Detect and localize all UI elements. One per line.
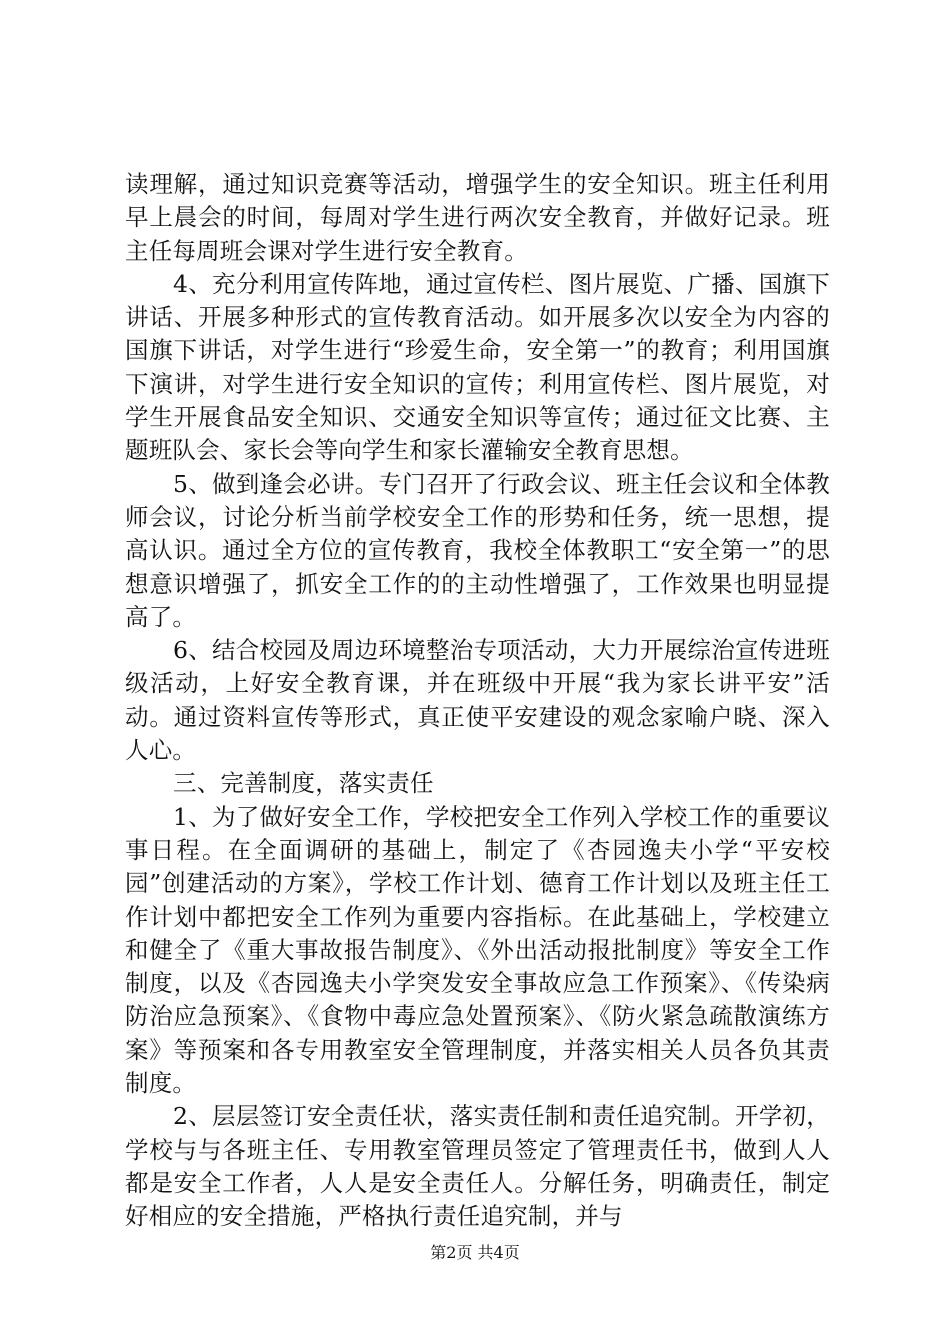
document-body (125, 168, 830, 1234)
page-footer (0, 1243, 950, 1263)
paragraph-section3-item-2: 2、层层签订安全责任状，落实责任制和责任追究制。开学初，学校与与各班主任、专用教室管理员签定了管理责任书，做到人人都是安全工作者，人人是安全责任人。分解任务，明确责任，制定好相应的安全措施，严格执行责任追究制，并与 (125, 1102, 830, 1231)
paragraph-item-4: 4、充分利用宣传阵地，通过宣传栏、图片展览、广播、国旗下讲话、开展多种形式的宣传教育活动。如开展多次以安全为内容的国旗下讲话，对学生进行“珍爱生命，安全第一”的教育；利用国旗下演讲，对学生进行安全知识的宣传；利用宣传栏、图片展览，对学生开展食品安全知识、交通安全知识等宣传；通过征文比赛、主题班队会、家长会等向学生和家长灌输安全教育思想。 (125, 269, 830, 465)
paragraph-continued: 读理解，通过知识竞赛等活动，增强学生的安全知识。班主任利用早上晨会的时间，每周对学生进行两次安全教育，并做好记录。班主任每周班会课对学生进行安全教育。 (125, 170, 830, 265)
paragraph-item-5: 5、做到逢会必讲。专门召开了行政会议、班主任会议和全体教师会议，讨论分析当前学校安全工作的形势和任务，统一思想，提高认识。通过全方位的宣传教育，我校全体教职工“安全第一”的思想意识增强了，抓安全工作的的主动性增强了，工作效果也明显提高了。 (125, 469, 830, 631)
section-heading: 三、完善制度，落实责任 (173, 769, 434, 798)
paragraph-section3-item-1: 1、为了做好安全工作，学校把安全工作列入学校工作的重要议事日程。在全面调研的基础上，制定了《杏园逸夫小学“平安校园”创建活动的方案》，学校工作计划、德育工作计划以及班主任工作计划中都把安全工作列为重要内容指标。在此基础上，学校建立和健全了《重大事故报告制度》、《外出活动报批制度》等安全工作制度，以及《杏园逸夫小学突发安全事故应急工作预案》、《传染病防治应急预案》、《食物中毒应急处置预案》、《防火紧急疏散演练方案》等预案和各专用教室安全管理制度，并落实相关人员各负其责制度。 (125, 802, 830, 1098)
page-number-label: 第2页 共4页 (430, 1243, 520, 1262)
paragraph-item-6: 6、结合校园及周边环境整治专项活动，大力开展综治宣传进班级活动，上好安全教育课，并在班级中开展“我为家长讲平安”活动。通过资料宣传等形式，真正使平安建设的观念家喻户晓、深入人心。 (125, 636, 830, 765)
